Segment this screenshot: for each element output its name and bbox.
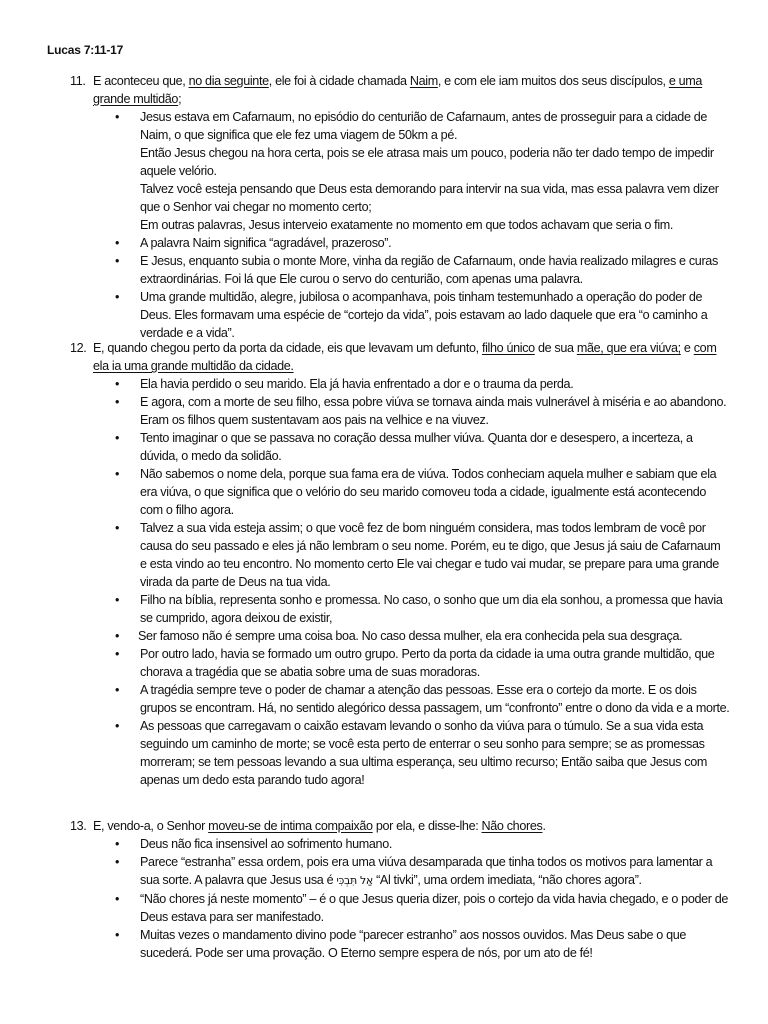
bullet-item [70,591,730,627]
bullet-text: Tento imaginar o que se passava no coração dessa mulher viúva. Quanta dor e desespero, a incerteza, a dúvida, o medo da solidão. [140,431,693,463]
bullet-text: Deus não fica insensivel ao sofrimento humano. [140,837,393,851]
bullet-segment: Parece “estranha” essa ordem, pois era uma viúva desamparada que tinha todos os motivos para lamentar a sua sorte. A palavra que Jesus usa é [140,855,713,887]
bullet-item [70,234,730,252]
bullet-icon: • [115,395,120,409]
bullet-text: E agora, com a morte de seu filho, essa pobre viúva se tornava ainda mais vulnerável à miséria e ao abandono. Eram os filhos quem sustentavam aos pais na velhice e na viuvez. [140,395,727,427]
bullet-text: As pessoas que carregavam o caixão estavam levando o sonho da viúva para o túmulo. Se a sua vida esta seguindo um caminho de morte; se você esta perto de enterrar o seu sonho para sempre; se as promessas morreram; se tem pessoas levando a sua ultima esperança, seu ultimo recurso; Então saiba que Jesus com apenas um dedo esta parando tudo agora! [140,719,707,787]
bullet-item [70,519,730,591]
underlined-phrase: Não chores [481,819,543,833]
bullet-list [70,835,730,962]
bullet-text: Em outras palavras, Jesus interveio exatamente no momento em que todos achavam que seria o fim. [140,218,674,232]
bullet-segment: “Al tivki”, uma ordem imediata, “não chores agora”. [372,873,642,887]
bullet-text: “Não chores já neste momento” – é o que Jesus queria dizer, pois o cortejo da vida havia chegado, e o poder de Deus estava para ser manifestado. [140,892,729,924]
verse-segment: , ele foi à cidade chamada [268,74,410,88]
bullet-text: Talvez você esteja pensando que Deus esta demorando para intervir na sua vida, mas essa palavra vem dizer que o Senhor vai chegar no momento certo; [140,182,719,214]
bullet-text: Talvez a sua vida esteja assim; o que você fez de bom ninguém considera, mas todos lembram de você por causa do seu passado e eles já não lembram o seu nome. Porém, eu te digo, que Jesus já saiu de Cafarnaum e esta vindo ao teu encontro. No momento certo Ele vai chegar e tudo vai mudar, se prepare para uma grande virada da parte de Deus na tua vida. [140,521,721,589]
bullet-text: A palavra Naim significa “agradável, prazeroso”. [140,236,392,250]
underlined-phrase: mãe, que era viúva; [576,341,681,355]
bullet-icon: • [115,110,120,124]
verse-number: 12. [70,341,87,355]
bullet-icon: • [115,837,120,851]
verse-segment: e [680,341,694,355]
verse-segment: ; [178,92,182,106]
bullet-icon: • [115,683,120,697]
bullet-item [70,465,730,519]
bullet-icon: • [115,236,120,250]
underlined-phrase: no dia seguinte [188,74,269,88]
bullet-item [70,393,730,429]
verse-number: 11. [70,74,86,88]
verse-segment: por ela, e disse-lhe: [372,819,482,833]
hebrew-phrase: אַל תִּבְכִּי [336,874,373,887]
verse-text [93,72,730,108]
bullet-icon: • [115,892,120,906]
bullet-item [70,375,730,393]
bullet-item [70,926,730,962]
underlined-phrase: moveu-se de intima compaixão [208,819,373,833]
verse-segment: , e com ele iam muitos dos seus discípulos, [437,74,669,88]
verse-12 [70,339,730,789]
bullet-icon: • [115,719,120,733]
bullet-text: Então Jesus chegou na hora certa, pois se ele atrasa mais um pouco, poderia não ter dado tempo de impedir aquele velório. [140,146,714,178]
bullet-item [70,288,730,342]
bullet-item [70,835,730,853]
bullet-text: A tragédia sempre teve o poder de chamar a atenção das pessoas. Esse era o cortejo da morte. E os dois grupos se encontram. Há, no sentido alegórico dessa passagem, um “confronto” entre o dono da vida e a morte. [140,683,730,715]
verse-segment: de sua [534,341,577,355]
bullet-icon: • [115,431,120,445]
bullet-text: Ser famoso não é sempre uma coisa boa. No caso dessa mulher, ela era conhecida pela sua desgraça. [138,629,683,643]
bullet-text: Muitas vezes o mandamento divino pode “parecer estranho” aos nossos ouvidos. Mas Deus sabe o que sucederá. Pode ser uma provação. O Eterno sempre espera de nós, por um ato de fé! [140,928,687,960]
verse-segment: E aconteceu que, [93,74,189,88]
bullet-item [70,252,730,288]
bullet-text [140,853,730,890]
underlined-phrase: com ela ia uma grande multidão da cidade. [93,341,717,373]
verse-text [93,817,730,835]
bullet-icon: • [115,254,120,268]
verse-13 [70,817,730,962]
bullet-item [70,627,728,645]
bullet-text: Jesus estava em Cafarnaum, no episódio do centurião de Cafarnaum, antes de prosseguir para a cidade de Naim, o que significa que ele fez uma viagem de 50km a pé. [140,110,708,142]
bullet-text: Uma grande multidão, alegre, jubilosa o acompanhava, pois tinham testemunhado a operação do poder de Deus. Eles formavam uma espécie de “cortejo da vida”, pois estavam ao lado daquele que era “o caminho a verdade e a vida”. [140,290,708,340]
bullet-item [70,108,730,234]
underlined-phrase: e uma grande multidão [93,74,703,106]
bullet-icon: • [115,855,120,869]
underlined-phrase: filho único [481,341,535,355]
bullet-item [70,645,730,681]
bullet-list [70,108,730,342]
bullet-icon: • [115,647,120,661]
bullet-text: E Jesus, enquanto subia o monte More, vinha da região de Cafarnaum, onde havia realizado milagres e curas extraordinárias. Foi lá que Ele curou o servo do centurião, com apenas uma palavra. [140,254,718,286]
bullet-icon: • [115,593,120,607]
bullet-list [70,375,730,789]
bullet-icon: • [115,290,120,304]
bullet-text: Por outro lado, havia se formado um outro grupo. Perto da porta da cidade ia uma outra grande multidão, que chorava a tragédia que se abatia sobre uma de suas moradoras. [140,647,715,679]
bullet-item [70,681,730,717]
bullet-text: Não sabemos o nome dela, porque sua fama era de viúva. Todos conheciam aquela mulher e sabiam que ela era viúva, o que significa que o velório do seu marido comoveu toda a cidade, igualmente está acontecendo com o filho agora. [140,467,717,517]
verse-segment: . [542,819,546,833]
verse-segment: E, vendo-a, o Senhor [93,819,209,833]
bullet-item [70,890,730,926]
verse-text [93,339,730,375]
bullet-text: Ela havia perdido o seu marido. Ela já havia enfrentado a dor e o trauma da perda. [140,377,574,391]
bullet-icon: • [115,377,120,391]
verse-segment: E, quando chegou perto da porta da cidade, eis que levavam um defunto, [93,341,482,355]
underlined-phrase: Naim [409,74,438,88]
bullet-item [70,429,730,465]
bullet-text: Filho na bíblia, representa sonho e promessa. No caso, o sonho que um dia ela sonhou, a promessa que havia se cumprido, agora deixou de existir, [140,593,723,625]
verse-11 [70,72,730,342]
bullet-icon: • [115,928,120,942]
bullet-item [70,853,730,890]
bullet-icon: • [115,629,120,643]
bullet-item [70,717,730,789]
bullet-icon: • [115,521,120,535]
verse-number: 13. [70,819,87,833]
document-title: Lucas 7:11-17 [47,43,124,57]
bullet-icon: • [115,467,120,481]
